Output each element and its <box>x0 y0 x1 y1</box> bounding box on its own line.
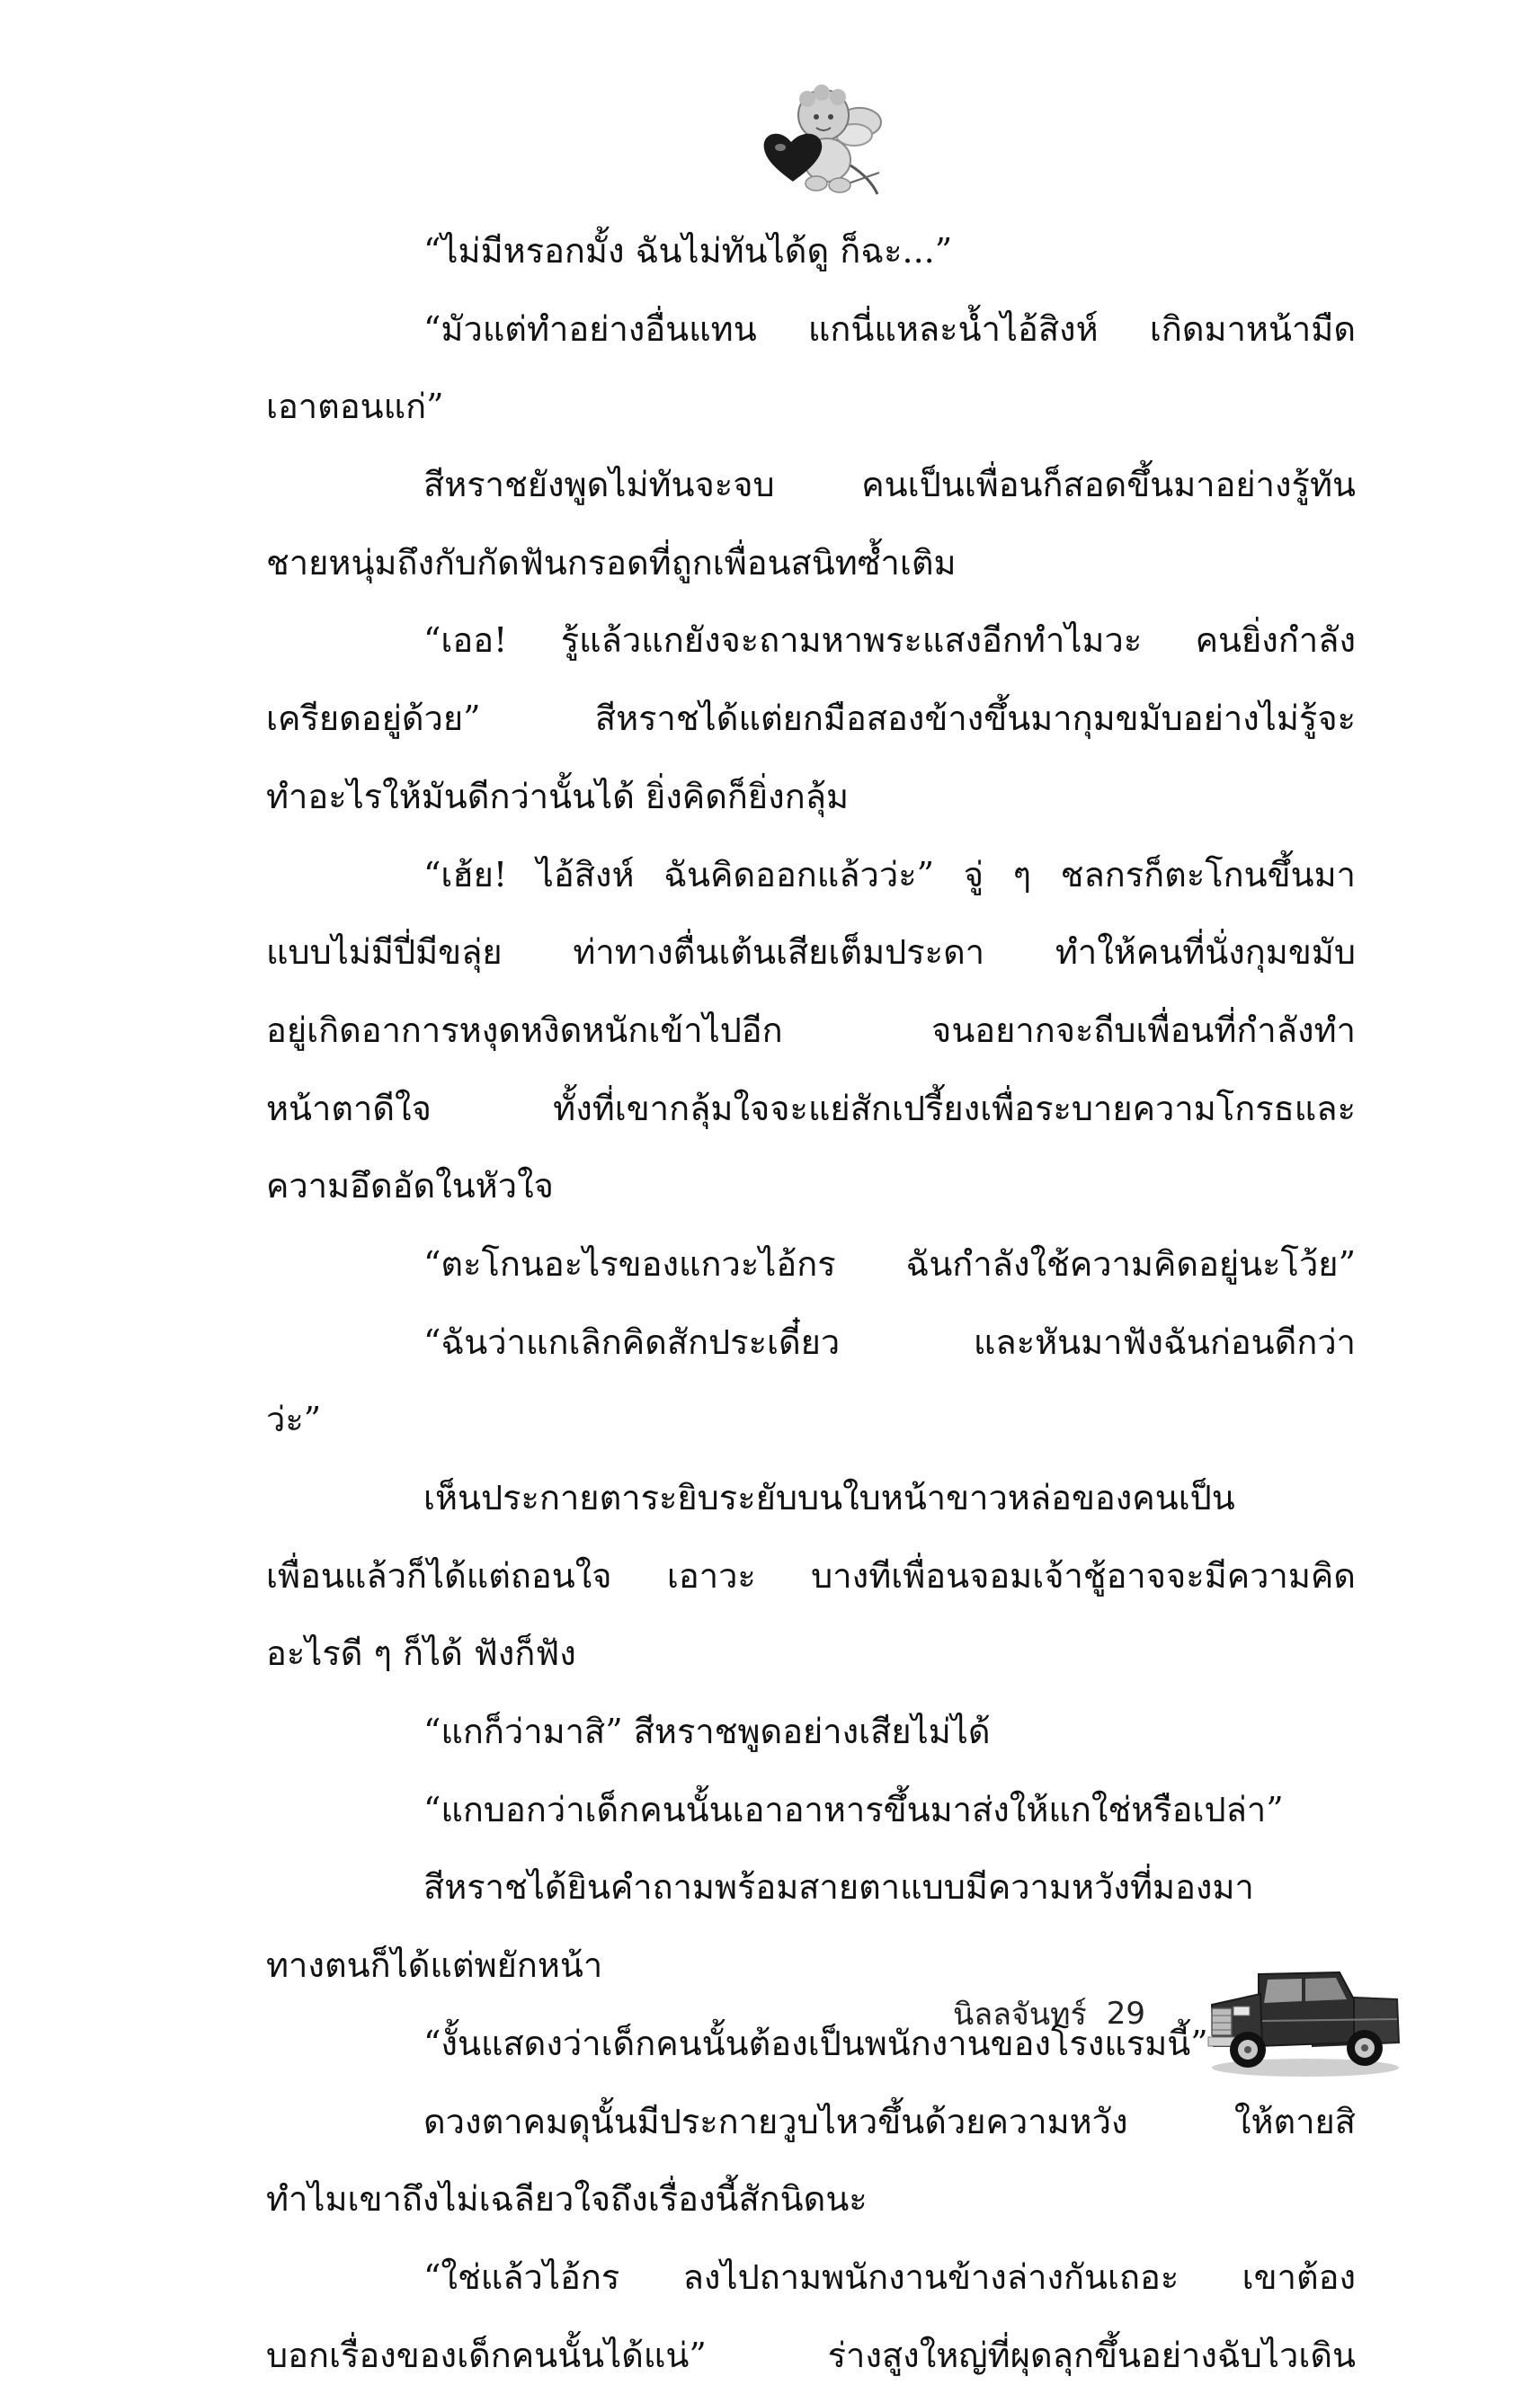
text-line: เครียดอยู่ด้วย” สีหราชได้แต่ยกมือสองข้างขึ้นมากุมขมับอย่างไม่รู้จะ <box>266 699 1356 739</box>
text-line: “ฉันว่าแกเลิกคิดสักประเดี๋ยว และหันมาฟังฉันก่อนดีกว่า <box>423 1322 1356 1362</box>
text-line: “แกบอกว่าเด็กคนนั้นเอาอาหารขึ้นมาส่งให้แกใช่หรือเปล่า” <box>423 1789 1284 1829</box>
text-line: ทางตนก็ได้แต่พยักหน้า <box>266 1945 603 1986</box>
author-name: นิลลจันทร์ <box>953 1997 1087 2033</box>
text-line: เอาตอนแก่” <box>266 387 444 427</box>
text-line: ทำอะไรให้มันดีกว่านั้นได้ ยิ่งคิดก็ยิ่งกลุ้ม <box>266 776 850 816</box>
text-line: ดวงตาคมดุนั้นมีประกายวูบไหวขึ้นด้วยความหวัง ให้ตายสิ <box>423 2101 1356 2141</box>
text-line: ทำไมเขาถึงไม่เฉลียวใจถึงเรื่องนี้สักนิดนะ <box>266 2179 868 2220</box>
page-number: 29 <box>1106 1996 1146 2032</box>
text-line: สีหราชยังพูดไม่ทันจะจบ คนเป็นเพื่อนก็สอดขึ้นมาอย่างรู้ทัน <box>423 465 1356 505</box>
text-line: ความอึดอัดในหัวใจ <box>266 1166 554 1206</box>
text-line: “มัวแต่ทำอย่างอื่นแทน แกนี่แหละน้ำไอ้สิงห์ เกิดมาหน้ามืด <box>423 308 1356 349</box>
text-line: เห็นประกายตาระยิบระยับบนใบหน้าขาวหล่อของคนเป็น <box>423 1478 1235 1517</box>
text-line: อะไรดี ๆ ก็ได้ ฟังก็ฟัง <box>266 1633 576 1674</box>
story-text <box>266 212 1356 2394</box>
text-line: “เออ! รู้แล้วแกยังจะถามหาพระแสงอีกทำไมวะ คนยิ่งกำลัง <box>423 620 1356 661</box>
pickup-truck-icon <box>1205 1949 1404 2082</box>
text-line: สีหราชได้ยินคำถามพร้อมสายตาแบบมีความหวังที่มองมา <box>423 1867 1254 1908</box>
cupid-heart-icon <box>753 79 888 198</box>
text-line: ชายหนุ่มถึงกับกัดฟันกรอดที่ถูกเพื่อนสนิทซ้ำเติม <box>266 542 957 583</box>
text-line: “ตะโกนอะไรของแกวะไอ้กร ฉันกำลังใช้ความคิดอยู่นะโว้ย” <box>423 1243 1356 1284</box>
text-line: เพื่อนแล้วก็ได้แต่ถอนใจ เอาวะ บางทีเพื่อนจอมเจ้าชู้อาจจะมีความคิด <box>266 1555 1356 1596</box>
text-line: แบบไม่มีปี่มีขลุ่ย ท่าทางตื่นเต้นเสียเต็มประดา ทำให้คนที่นั่งกุมขมับ <box>266 932 1356 973</box>
text-line: หน้าตาดีใจ ทั้งที่เขากลุ้มใจจะแย่สักเปรี้ยงเพื่อระบายความโกรธและ <box>266 1088 1356 1128</box>
text-line: อยู่เกิดอาการหงุดหงิดหนักเข้าไปอีก จนอยากจะถีบเพื่อนที่กำลังทำ <box>266 1010 1356 1050</box>
text-line: “ใช่แล้วไอ้กร ลงไปถามพนักงานข้างล่างกันเถอะ เขาต้อง <box>423 2256 1356 2297</box>
text-line: “ไม่มีหรอกมั้ง ฉันไม่ทันได้ดู ก็ฉะ...” <box>423 231 953 271</box>
text-line: “เฮ้ย! ไอ้สิงห์ ฉันคิดออกแล้วว่ะ” จู่ ๆ ชลกรก็ตะโกนขึ้นมา <box>423 854 1356 894</box>
text-line: ว่ะ” <box>266 1400 322 1440</box>
text-line: “งั้นแสดงว่าเด็กคนนั้นต้องเป็นพนักงานของโรงแรมนี้” <box>423 2023 1208 2063</box>
page-footer <box>953 1987 1145 2041</box>
text-line: บอกเรื่องของเด็กคนนั้นได้แน่” ร่างสูงใหญ่ที่ผุดลุกขึ้นอย่างฉับไวเดิน <box>266 2335 1356 2375</box>
text-line: “แกก็ว่ามาสิ” สีหราชพูดอย่างเสียไม่ได้ <box>423 1712 991 1752</box>
